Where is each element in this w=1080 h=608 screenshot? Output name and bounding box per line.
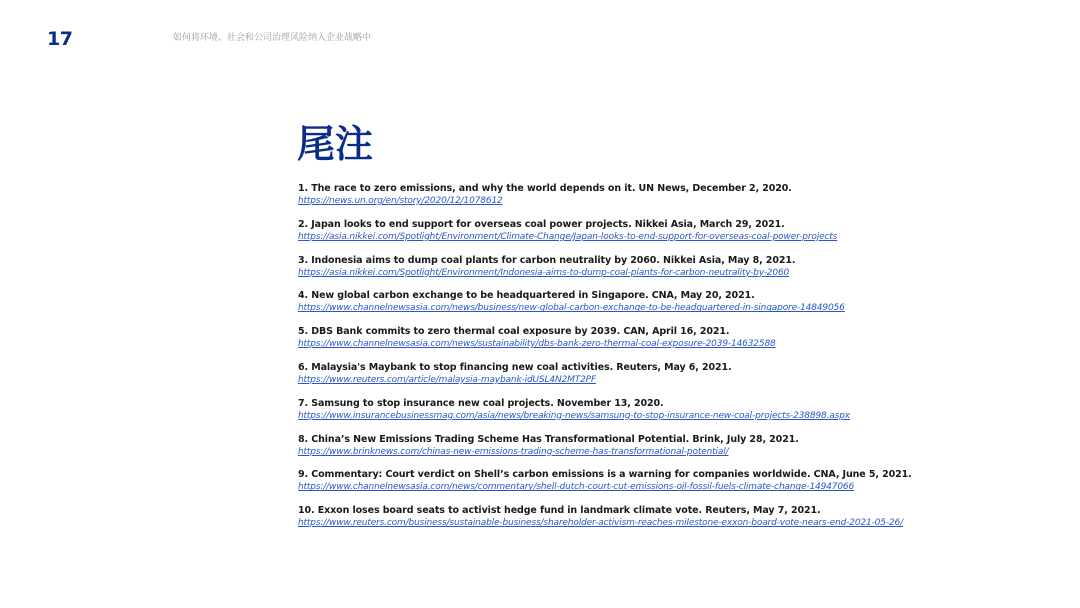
endnote-item [298,469,1068,505]
endnote-title: 7. Samsung to stop insurance new coal projects. November 13, 2020. [298,397,664,409]
endnote-link[interactable]: https://www.channelnewsasia.com/news/sustainability/dbs-bank-zero-thermal-coal-exposure-2039-14632588 [298,339,776,350]
endnote-title: 2. Japan looks to end support for overseas coal power projects. Nikkei Asia, March 29, 2021. [298,218,785,230]
endnote-title: 5. DBS Bank commits to zero thermal coal exposure by 2039. CAN, April 16, 2021. [298,326,730,338]
endnote-item [298,290,1068,326]
endnote-link[interactable]: https://www.channelnewsasia.com/news/commentary/shell-dutch-court-cut-emissions-oil-fossil-fuels-climate-change-14947066 [298,482,855,493]
document-header: 如何将环境、社会和公司治理风险纳入企业战略中 [173,33,372,43]
endnote-item [298,255,1068,291]
endnote-title: 1. The race to zero emissions, and why the world depends on it. UN News, December 2, 2020. [298,183,792,194]
page-number: 17 [47,28,73,50]
endnote-item [298,505,1068,541]
endnotes-list [298,183,1068,541]
endnote-title: 10. Exxon loses board seats to activist hedge fund in landmark climate vote. Reuters, May 7, 2021. [298,505,821,517]
endnote-item [298,398,1068,434]
endnote-title: 3. Indonesia aims to dump coal plants for carbon neutrality by 2060. Nikkei Asia, May 8, 2021. [298,254,796,266]
endnote-title: 4. New global carbon exchange to be headquartered in Singapore. CNA, May 20, 2021. [298,290,755,302]
endnote-title: 6. Malaysia's Maybank to stop financing new coal activities. Reuters, May 6, 2021. [298,361,732,373]
endnote-title: 9. Commentary: Court verdict on Shell’s carbon emissions is a warning for companies worldwide. CNA, June 5, 2021. [298,469,912,481]
endnote-link[interactable]: https://www.insurancebusinessmag.com/asia/news/breaking-news/samsung-to-stop-insurance-new-coal-projects-238898.aspx [298,410,850,421]
endnote-link[interactable]: https://www.channelnewsasia.com/news/business/new-global-carbon-exchange-to-be-headquartered-in-singapore-14849056 [298,303,845,314]
endnote-title: 8. China’s New Emissions Trading Scheme Has Transformational Potential. Brink, July 28, 2021. [298,433,799,445]
endnote-item [298,183,1068,219]
endnote-link[interactable]: https://www.reuters.com/article/malaysia-maybank-idUSL4N2MT2PF [298,374,596,385]
endnote-link[interactable]: https://asia.nikkei.com/Spotlight/Environment/Indonesia-aims-to-dump-coal-plants-for-carbon-neutrality-by-2060 [298,267,790,278]
endnote-link[interactable]: https://asia.nikkei.com/Spotlight/Environment/Climate-Change/Japan-looks-to-end-support-for-overseas-coal-power-projects [298,231,838,242]
endnote-link[interactable]: https://news.un.org/en/story/2020/12/1078612 [298,196,503,206]
endnote-item [298,362,1068,398]
endnote-item [298,219,1068,255]
endnote-item [298,434,1068,470]
endnote-link[interactable]: https://www.brinknews.com/chinas-new-emissions-trading-scheme-has-transformational-potential/ [298,446,729,457]
endnote-link[interactable]: https://www.reuters.com/business/sustainable-business/shareholder-activism-reaches-milestone-exxon-board-vote-nears-end-2021-05-26/ [298,518,903,529]
page-title: 尾注 [297,122,374,166]
endnote-item [298,326,1068,362]
